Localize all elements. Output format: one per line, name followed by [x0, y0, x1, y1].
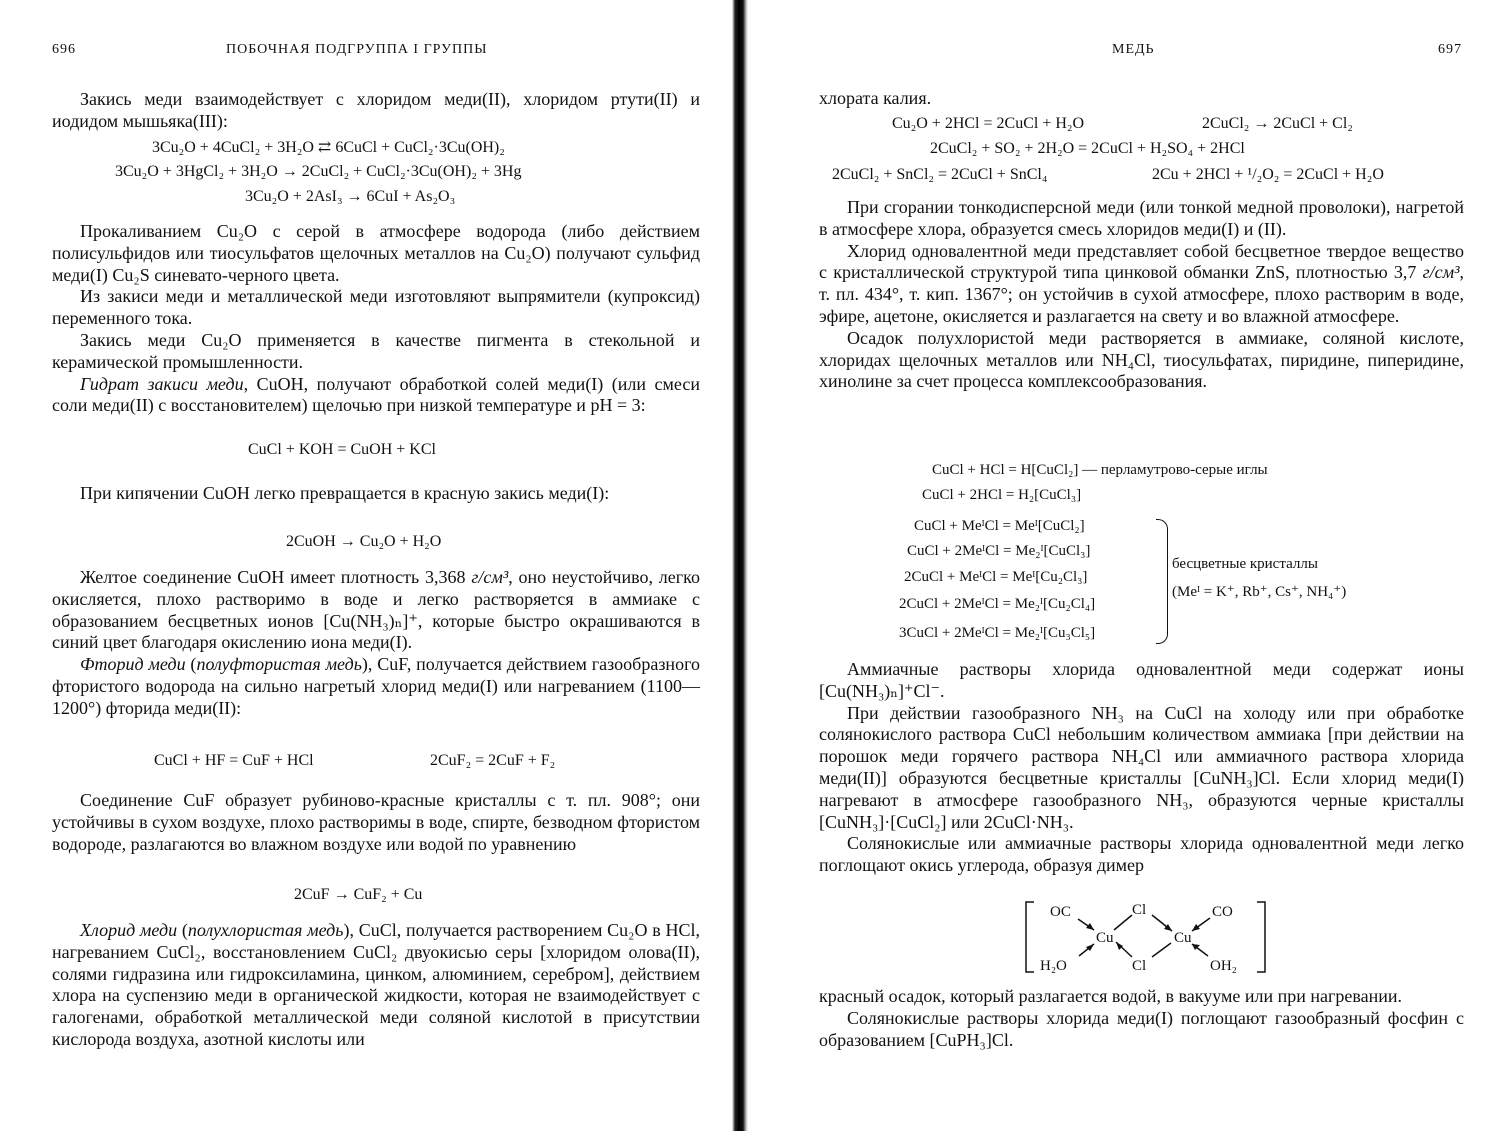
equation: 2CuCl + 2MeᴵCl = Me₂ᴵ[Cu₂Cl₄] [899, 596, 1096, 612]
paragraph: Прокаливанием Cu₂O с серой в атмосфере водорода (либо действием полисульфидов или тиосульфатов щелочных металлов на Cu₂O) получают сульфид меди(I) Cu₂S синевато-черного цвета. [52, 221, 700, 285]
paragraph: Гидрат закиси меди, CuOH, получают обработкой солей меди(I) (или смеси соли меди(II) с восстановителем) щелочью при низкой температуре и pH = 3: [52, 373, 700, 416]
right-bracket [1257, 902, 1265, 972]
equation: CuCl + KOH = CuOH + KCl [248, 441, 436, 458]
dimer-cl-top: Cl [1132, 902, 1147, 918]
paragraph: Закись меди Cu₂O применяется в качестве пигмента в стекольной и керамической промышленности. [52, 329, 700, 372]
equation: 3Cu₂O + 4CuCl₂ + 3H₂O ⇄ 6CuCl + CuCl₂·3Cu(OH)₂ [152, 139, 505, 156]
equation: 2Cu + 2HCl + ¹/₂O₂ = 2CuCl + H₂O [1152, 166, 1384, 183]
equation: 2CuCl₂ + SnCl₂ = 2CuCl + SnCl₄ [832, 166, 1048, 183]
equation: 3Cu₂O + 2AsI₃ → 6CuI + As₂O₃ [245, 188, 456, 205]
book-spine [732, 0, 748, 1131]
bond [1152, 943, 1171, 957]
paragraph: Соединение CuF образует рубиново-красные кристаллы с т. пл. 908°; они устойчивы в сухом воздухе, плохо растворимы в воде, спирте, безводном фтористом водороде, разлагаются во влажном воздухе или водой по уравнению [52, 790, 700, 854]
arrowhead [1086, 923, 1094, 930]
paragraph: Желтое соединение CuOH имеет плотность 3,368 г/см³, оно неустойчиво, легко окисляется, плохо растворимо в воде и легко растворяется в аммиаке с образованием бесцветных ионов [Cu(NH₃)ₙ]⁺, которые быстро окрашиваются в синий цвет благодаря окислению иона меди(I). [52, 567, 700, 653]
paragraph: Хлорид одновалентной меди представляет собой бесцветное твердое вещество с кристаллической структурой типа цинковой обманки ZnS, плотностью 3,7 г/см³, т. пл. 434°, т. кип. 1367°; он устойчив в сухой атмосфере, плохо растворим в воде, эфире, ацетоне, окисляется и разлагается на свету и во влажной атмосфере. [819, 240, 1464, 326]
equation: CuCl + HF = CuF + HCl [154, 752, 314, 769]
paragraph: хлората калия. [819, 88, 932, 108]
equation: 2CuF₂ = 2CuF + F₂ [430, 752, 556, 769]
left-page [0, 0, 725, 1131]
text-block [52, 221, 700, 417]
running-head: ПОБОЧНАЯ ПОДГРУППА I ГРУППЫ [226, 42, 488, 57]
dimer-oh2: OH₂ [1210, 958, 1237, 974]
arrowhead [1192, 924, 1200, 931]
equation: CuCl + HCl = H[CuCl₂] — перламутрово-серые иглы [932, 462, 1268, 478]
equation: 2CuCl + MeᴵCl = Meᴵ[Cu₂Cl₃] [904, 569, 1088, 585]
paragraph: Фторид меди (полуфтористая медь), CuF, получается действием газообразного фтористого водорода на сильно нагретый хлорид меди(I) или нагреванием (1100—1200°) фторида меди(II): [52, 654, 701, 718]
paragraph: Осадок полухлористой меди растворяется в аммиаке, соляной кислоте, хлоридах щелочных металлов или NH₄Cl, тиосульфатах, пиридине, пиперидине, хинолине за счет процесса комплексообразования. [819, 327, 1464, 392]
right-page [762, 0, 1508, 1131]
arrowhead [1116, 942, 1123, 950]
unit: г/см³ [1422, 262, 1460, 283]
equation: 2CuCl₂ → 2CuCl + Cl₂ [1202, 115, 1353, 132]
term: Фторид меди [80, 654, 186, 675]
paragraph: Хлорид меди (полухлористая медь), CuCl, получается растворением Cu₂O в HCl, нагреванием CuCl₂, восстановлением CuCl₂ двуокисью серы [хлоридом олова(II), солями гидразина или гидроксиламина, цинком, алюминием, серебром], действием хлора на суспензию меди в органической жидкости, которая не взаимодействует с галогенами, обработкой металлической меди соляной кислотой в присутствии кислорода воздуха, азотной кислоты или [52, 920, 700, 1049]
brace-note: бесцветные кристаллы [1172, 556, 1318, 572]
equation: 3Cu₂O + 3HgCl₂ + 3H₂O → 2CuCl₂ + CuCl₂·3Cu(OH)₂ + 3Hg [115, 163, 522, 180]
running-head: МЕДЬ [1112, 42, 1155, 57]
equation: 2CuCl₂ + SO₂ + 2H₂O = 2CuCl + H₂SO₄ + 2HCl [930, 140, 1245, 157]
paragraph: При кипячении CuOH легко превращается в красную закись меди(I): [80, 483, 610, 503]
text-block [52, 567, 700, 720]
paragraph: Солянокислые или аммиачные растворы хлорида одновалентной меди легко поглощают окись углерода, образуя димер [819, 833, 1464, 876]
dimer-cu-right: Cu [1174, 930, 1192, 946]
equation: CuCl + 2MeᴵCl = Me₂ᴵ[CuCl₃] [907, 543, 1091, 559]
equation: 2CuF → CuF₂ + Cu [294, 886, 423, 903]
paragraph: Аммиачные растворы хлорида одновалентной меди содержат ионы [Cu(NH₃)ₙ]⁺Cl⁻. [819, 659, 1464, 701]
bond [1114, 915, 1132, 930]
paragraph: Солянокислые растворы хлорида меди(I) поглощают газообразный фосфин с образованием [CuPH₃]Cl. [819, 1007, 1464, 1050]
term: полухлористая медь [187, 920, 344, 940]
page-number: 696 [52, 42, 76, 57]
equation: 2CuOH → Cu₂O + H₂O [286, 533, 442, 550]
brace-note: (Meᴵ = K⁺, Rb⁺, Cs⁺, NH₄⁺) [1172, 584, 1347, 600]
paragraph: Закись меди взаимодействует с хлоридом меди(II), хлоридом ртути(II) и иодидом мышьяка(III): [52, 89, 700, 131]
text-block [819, 986, 1464, 1051]
term: полуфтористая медь [196, 654, 362, 675]
dimer-cu-left: Cu [1096, 930, 1114, 946]
paragraph: красный осадок, который разлагается водой, в вакууме или при нагревании. [819, 986, 1403, 1006]
text-block [819, 659, 1464, 877]
paragraph: При сгорании тонкодисперсной меди (или тонкой медной проволоки), нагретой в атмосфере хлора, образуется смесь хлоридов меди(I) и (II). [819, 197, 1464, 239]
equation: CuCl + MeᴵCl = Meᴵ[CuCl₂] [914, 518, 1085, 534]
left-bracket [1026, 902, 1034, 972]
term: Хлорид меди [80, 920, 178, 940]
paragraph: При действии газообразного NH₃ на CuCl на холоду или при обработке солянокислого раствора CuCl небольшим количеством аммиака [при действии на порошок меди горячего раствора NH₄Cl или аммиачного раствора хлорида меди(II)] образуются бесцветные кристаллы [CuNH₃]Cl. Если хлорид меди(I) нагревают в атмосфере газообразного NH₃, образуются черные кристаллы [CuNH₃]·[CuCl₂] или 2CuCl·NH₃. [819, 702, 1464, 832]
unit: г/см³ [471, 567, 509, 587]
text-block [819, 197, 1464, 393]
dimer-cl-bottom: Cl [1132, 958, 1147, 974]
paragraph: Из закиси меди и металлической меди изготовляют выпрямители (купроксид) переменного тока. [52, 286, 700, 329]
term: Гидрат закиси меди [80, 373, 244, 394]
equation: CuCl + 2HCl = H₂[CuCl₃] [922, 487, 1082, 503]
dimer-structure [1024, 900, 1269, 978]
equation: Cu₂O + 2HCl = 2CuCl + H₂O [892, 115, 1085, 132]
dimer-co: CO [1212, 904, 1233, 920]
dimer-oc: OC [1050, 904, 1071, 920]
dimer-h2o: H₂O [1040, 958, 1067, 974]
page-number: 697 [1438, 42, 1462, 57]
equation: 3CuCl + 2MeᴵCl = Me₂ᴵ[Cu₃Cl₅] [899, 625, 1096, 641]
curly-brace [1156, 519, 1168, 644]
